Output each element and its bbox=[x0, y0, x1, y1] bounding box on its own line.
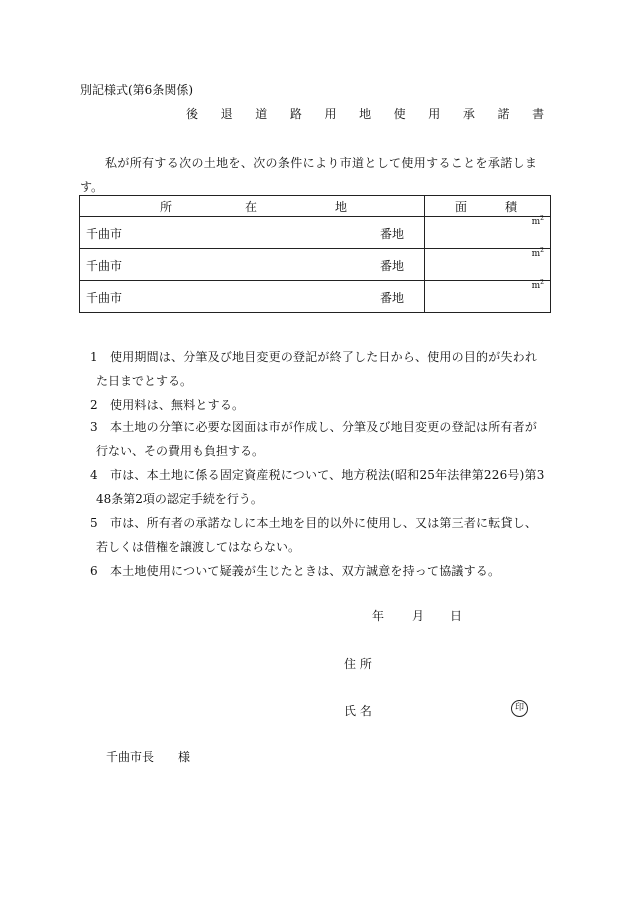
city-name: 千曲市 bbox=[86, 291, 123, 305]
area-header-char: 面 bbox=[455, 200, 468, 214]
condition-1-line-2: た日までとする。 bbox=[96, 374, 193, 388]
table-row bbox=[80, 281, 551, 313]
area-cell[interactable] bbox=[425, 281, 551, 313]
table-row bbox=[80, 249, 551, 281]
date-year-label: 年 bbox=[372, 609, 385, 623]
location-cell[interactable] bbox=[80, 249, 425, 281]
condition-6-line-1: 6 本土地使用について疑義が生じたときは、双方誠意を持って協議する。 bbox=[90, 564, 501, 578]
form-reference: 別記様式(第6条関係) bbox=[80, 83, 193, 97]
condition-1-line-1: 1 使用期間は、分筆及び地目変更の登記が終了した日から、使用の目的が失われ bbox=[90, 350, 538, 364]
seal-mark: 印 bbox=[511, 700, 528, 717]
area-unit: $m^2$ bbox=[531, 247, 544, 259]
area-unit: $m^2$ bbox=[531, 279, 544, 291]
banchi-label: 番地 bbox=[379, 227, 404, 241]
city-name: 千曲市 bbox=[86, 259, 123, 273]
table-header-row bbox=[80, 196, 551, 217]
condition-5-line-1: 5 市は、所有者の承諾なしに本土地を目的以外に使用し、又は第三者に転貸し、 bbox=[90, 516, 538, 530]
condition-3-line-1: 3 本土地の分筆に必要な図面は市が作成し、分筆及び地目変更の登記は所有者が bbox=[90, 420, 538, 434]
city-name: 千曲市 bbox=[86, 227, 123, 241]
location-header bbox=[80, 196, 425, 217]
land-table bbox=[79, 195, 551, 313]
location-cell[interactable] bbox=[80, 217, 425, 249]
area-cell[interactable] bbox=[425, 217, 551, 249]
date-month-label: 月 bbox=[412, 609, 425, 623]
banchi-label: 番地 bbox=[379, 259, 404, 273]
intro-line-2: す。 bbox=[80, 180, 104, 194]
area-cell[interactable] bbox=[425, 249, 551, 281]
area-unit: $m^2$ bbox=[531, 215, 544, 227]
location-header-char: 地 bbox=[335, 200, 348, 214]
intro-line-1: 私が所有する次の土地を、次の条件により市道として使用することを承諾しま bbox=[105, 156, 538, 170]
condition-5-line-2: 若しくは借権を譲渡してはならない。 bbox=[96, 540, 301, 554]
area-header-char: 積 bbox=[505, 200, 518, 214]
condition-3-line-2: 行ない、その費用も負担する。 bbox=[96, 444, 265, 458]
addressee: 千曲市長 様 bbox=[106, 750, 191, 764]
area-header bbox=[425, 196, 551, 217]
name-label: 氏 名 bbox=[344, 704, 372, 718]
location-cell[interactable] bbox=[80, 281, 425, 313]
location-header-char: 在 bbox=[245, 200, 258, 214]
location-header-char: 所 bbox=[160, 200, 173, 214]
date-day-label: 日 bbox=[450, 609, 463, 623]
condition-4-line-2: 48条第2項の認定手続を行う。 bbox=[96, 492, 263, 506]
table-row bbox=[80, 217, 551, 249]
address-label: 住 所 bbox=[344, 657, 372, 671]
banchi-label: 番地 bbox=[379, 291, 404, 305]
condition-4-line-1: 4 市は、本土地に係る固定資産税について、地方税法(昭和25年法律第226号)第3 bbox=[90, 468, 545, 482]
document-title: 後 退 道 路 用 地 使 用 承 諾 書 bbox=[186, 107, 554, 121]
condition-2-line-1: 2 使用料は、無料とする。 bbox=[90, 398, 245, 412]
